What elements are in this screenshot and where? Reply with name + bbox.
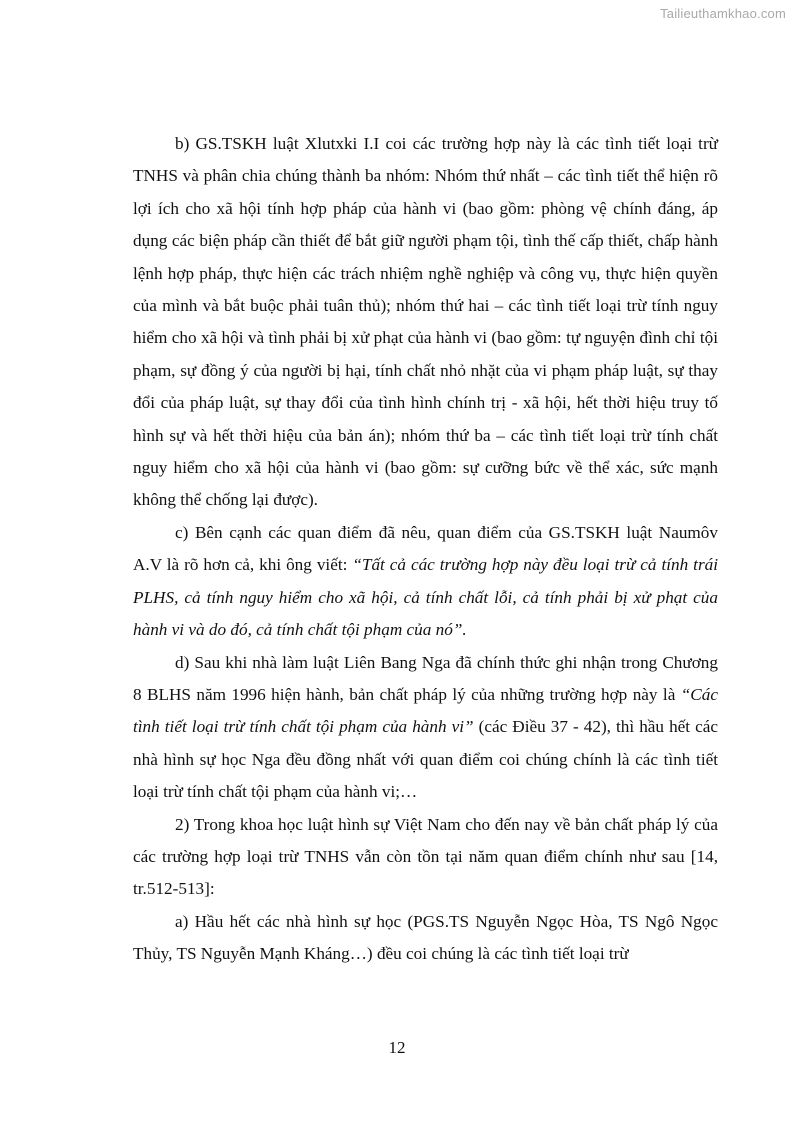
paragraph-a: a) Hầu hết các nhà hình sự học (PGS.TS Nguyễn Ngọc Hòa, TS Ngô Ngọc Thủy, TS Nguyễn Mạnh Kháng…) đều coi chúng là các tình tiết loại trừ (133, 911, 718, 964)
paragraph-d-quote: “Các tình tiết loại trừ tính chất tội phạm của hành vi” (133, 684, 718, 737)
watermark: Tailieuthamkhao.com (660, 6, 786, 21)
paragraph-d-text-2: (các Điều 37 - 42), thì hầu hết các nhà hình sự học Nga đều đồng nhất với quan điểm coi chúng chính là các tình tiết loại trừ tính chất tội phạm của hành vi;… (133, 717, 718, 802)
paragraph-2: 2) Trong khoa học luật hình sự Việt Nam cho đến nay về bản chất pháp lý của các trường hợp loại trừ TNHS vẫn còn tồn tại năm quan điểm chính như sau [14, tr.512-513]: (133, 814, 718, 899)
body-text (133, 128, 718, 971)
page-number: 12 (388, 1038, 406, 1057)
paragraph-d-text-1: d) Sau khi nhà làm luật Liên Bang Nga đã chính thức ghi nhận trong Chương 8 BLHS năm 1996 hiện hành, bản chất pháp lý của những trường hợp này là (133, 652, 718, 704)
paragraph-d (133, 647, 718, 809)
paragraph-c-quote: “Tất cả các trường hợp này đều loại trừ cả tính trái PLHS, cả tính nguy hiểm cho xã hội, cả tính chất lỗi, cả tính phải bị xử phạt của hành vi và do đó, cả tính chất tội phạm của nó”. (133, 555, 718, 640)
paragraph-c-text: c) Bên cạnh các quan điểm đã nêu, quan điểm của GS.TSKH luật Naumôv A.V là rõ hơn cả, khi ông viết: (133, 522, 718, 575)
paragraph-c (133, 517, 718, 647)
paragraph-b: b) GS.TSKH luật Xlutxki I.I coi các trường hợp này là các tình tiết loại trừ TNHS và phân chia chúng thành ba nhóm: Nhóm thứ nhất – các tình tiết thể hiện rõ lợi ích cho xã hội tính hợp pháp của hành vi (bao gồm: phòng vệ chính đáng, áp dụng các biện pháp cần thiết để bắt giữ người phạm tội, tình thế cấp thiết, chấp hành lệnh hợp pháp, thực hiện các trách nhiệm nghề nghiệp và công vụ, thực hiện quyền của mình và bắt buộc phải tuân thủ); nhóm thứ hai – các tình tiết loại trừ tính nguy hiểm cho xã hội và tình phải bị xử phạt của hành vi (bao gồm: tự nguyện đình chỉ tội phạm, sự đồng ý của người bị hại, tính chất nhỏ nhặt của vi phạm pháp luật, sự thay đổi của pháp luật, sự thay đổi của tình hình chính trị - xã hội, hết thời hiệu truy tố hình sự và hết thời hiệu của bản án); nhóm thứ ba – các tình tiết loại trừ tính chất nguy hiểm cho xã hội của hành vi (bao gồm: sự cưỡng bức về thể xác, sức mạnh không thể chống lại được). (133, 134, 718, 510)
